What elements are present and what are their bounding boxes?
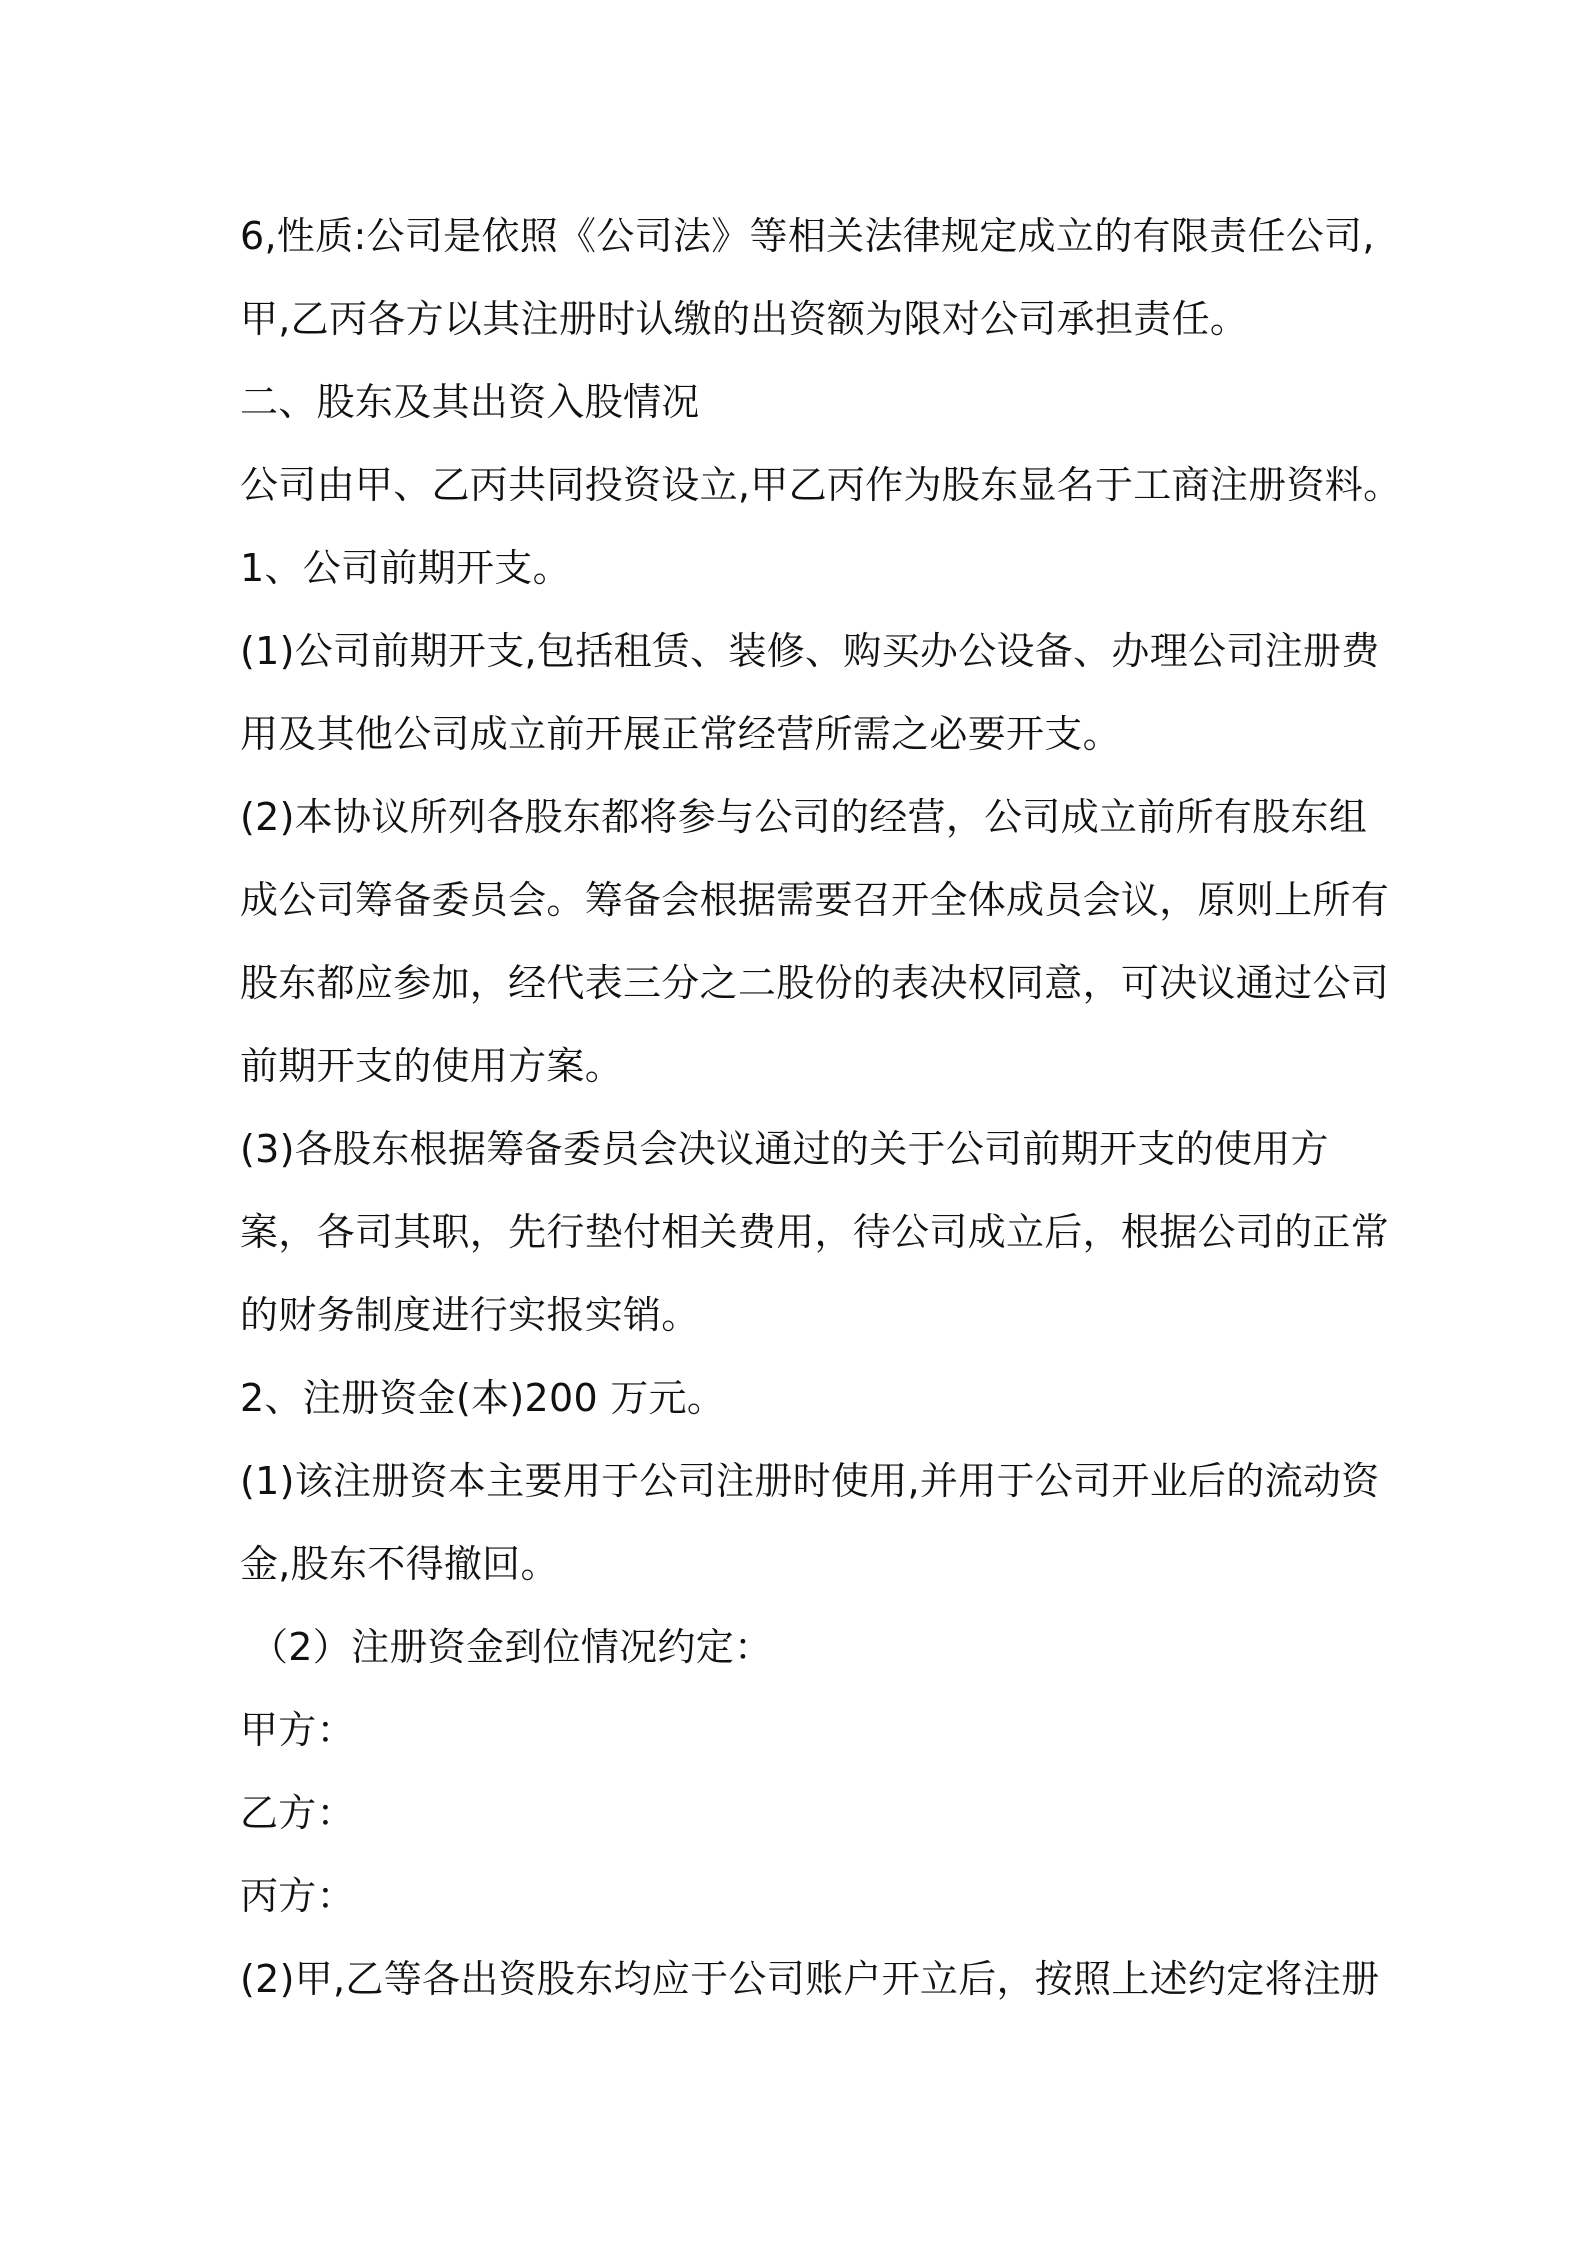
paragraph-line: (3)各股东根据筹备委员会决议通过的关于公司前期开支的使用方: [240, 1127, 1329, 1171]
paragraph-line: 前期开支的使用方案。: [240, 1044, 624, 1088]
paragraph-line: 成公司筹备委员会。筹备会根据需要召开全体成员会议，原则上所有: [240, 878, 1390, 922]
paragraph-line: (2)甲,乙等各出资股东均应于公司账户开立后，按照上述约定将注册: [240, 1957, 1380, 2001]
party-c-line: 丙方：: [240, 1874, 355, 1918]
paragraph-line-nature: 6,性质:公司是依照《公司法》等相关法律规定成立的有限责任公司,: [240, 214, 1375, 258]
paragraph-line: 股东都应参加，经代表三分之二股份的表决权同意，可决议通过公司: [240, 961, 1390, 1005]
document-body: [240, 195, 1402, 2021]
paragraph-line-founding: 公司由甲、乙丙共同投资设立,甲乙丙作为股东显名于工商注册资料。: [240, 463, 1402, 507]
paragraph-line: 用及其他公司成立前开展正常经营所需之必要开支。: [240, 712, 1121, 756]
paragraph-line: 金,股东不得撤回。: [240, 1542, 559, 1586]
paragraph-line: (1)该注册资本主要用于公司注册时使用,并用于公司开业后的流动资: [240, 1459, 1380, 1503]
paragraph-line-liability: 甲,乙丙各方以其注册时认缴的出资额为限对公司承担责任。: [240, 297, 1249, 341]
paragraph-line: (1)公司前期开支,包括租赁、装修、购买办公设备、办理公司注册费: [240, 629, 1380, 673]
item-heading-registered-capital: 2、注册资金(本)200 万元。: [240, 1376, 726, 1420]
section-heading-shareholders: 二、股东及其出资入股情况: [240, 380, 700, 424]
paragraph-line: 的财务制度进行实报实销。: [240, 1293, 700, 1337]
party-a-line: 甲方：: [240, 1708, 355, 1752]
item-heading-preliminary-expenses: 1、公司前期开支。: [240, 546, 571, 590]
paragraph-line-capital-agreement: （2）注册资金到位情况约定：: [250, 1625, 773, 1669]
party-b-line: 乙方：: [240, 1791, 355, 1835]
paragraph-line: 案，各司其职，先行垫付相关费用，待公司成立后，根据公司的正常: [240, 1210, 1390, 1254]
paragraph-line: (2)本协议所列各股东都将参与公司的经营，公司成立前所有股东组: [240, 795, 1368, 839]
